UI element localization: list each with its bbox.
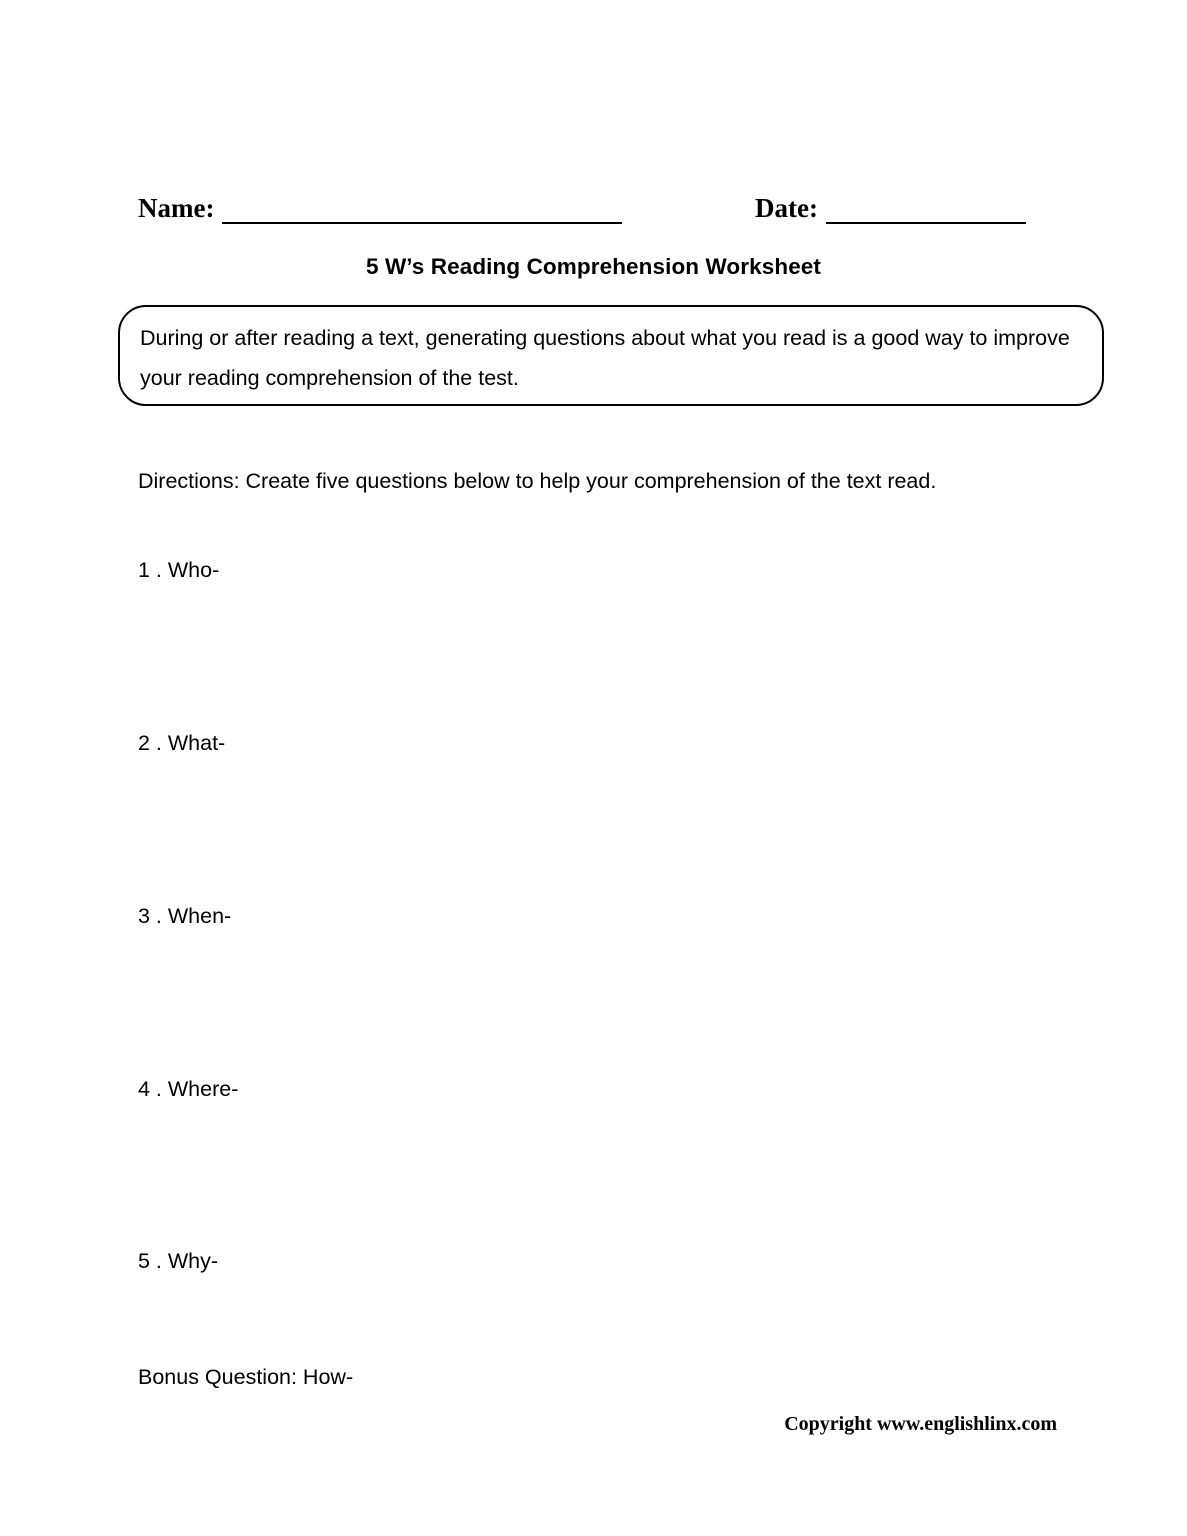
name-field-group bbox=[138, 192, 622, 224]
copyright-notice: Copyright www.englishlinx.com bbox=[784, 1413, 1057, 1435]
name-label: Name: bbox=[138, 193, 215, 223]
question-item-bonus: Bonus Question: How- bbox=[138, 1365, 354, 1389]
directions-text: Directions: Create five questions below to help your comprehension of the text read. bbox=[138, 469, 937, 493]
question-item-5: 5 . Why- bbox=[138, 1249, 219, 1273]
intro-text: During or after reading a text, generating questions about what you read is a good way to improve your reading comprehension of the test. bbox=[140, 326, 1070, 390]
page-title: 5 W’s Reading Comprehension Worksheet bbox=[365, 254, 822, 279]
date-label: Date: bbox=[755, 193, 818, 223]
question-item-4: 4 . Where- bbox=[138, 1077, 239, 1101]
name-date-row bbox=[138, 192, 1048, 232]
date-field-group bbox=[755, 192, 1026, 224]
intro-callout-box bbox=[118, 305, 1104, 406]
question-item-2: 2 . What- bbox=[138, 731, 226, 755]
name-write-line[interactable] bbox=[222, 200, 622, 224]
question-item-3: 3 . When- bbox=[138, 904, 232, 928]
date-write-line[interactable] bbox=[826, 200, 1026, 224]
question-item-1: 1 . Who- bbox=[138, 558, 220, 582]
